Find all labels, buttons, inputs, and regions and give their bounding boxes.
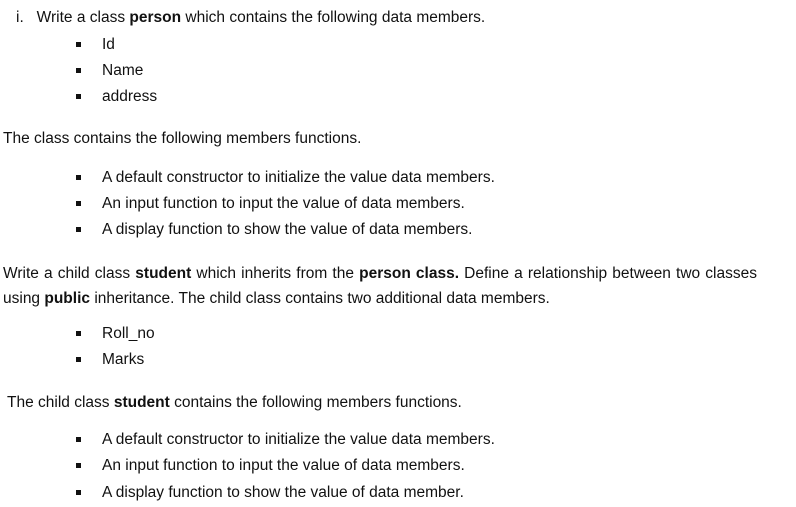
paragraph-text: inheritance. The child class contains two additional data members.	[90, 290, 550, 307]
bullet-icon	[76, 463, 81, 468]
question-heading	[16, 8, 485, 28]
member-label: Marks	[102, 351, 145, 368]
bullet-icon	[76, 490, 81, 495]
paragraph-text: Define a relationship between two classes using	[3, 265, 757, 307]
parent-class-name: person class.	[359, 265, 460, 282]
functions-intro: The class contains the following members functions.	[3, 130, 362, 147]
member-label: Roll_no	[102, 325, 155, 342]
bullet-icon	[76, 331, 81, 336]
bullet-icon	[76, 94, 81, 99]
intro-text-pre: The child class	[7, 394, 114, 411]
bullet-icon	[76, 175, 81, 180]
bullet-icon	[76, 437, 81, 442]
child-class-name: student	[135, 265, 192, 282]
bullet-icon	[76, 42, 81, 47]
question-marker: i.	[16, 9, 24, 26]
student-functions-intro	[7, 393, 462, 413]
bullet-icon	[76, 227, 81, 232]
member-label: Id	[102, 36, 115, 53]
function-label: A display function to show the value of data members.	[102, 221, 473, 238]
paragraph-text: which inherits from the	[191, 265, 360, 282]
function-label: A default constructor to initialize the value data members.	[102, 169, 495, 186]
member-label: address	[102, 88, 158, 105]
heading-class-name: person	[129, 9, 182, 26]
bullet-icon	[76, 68, 81, 73]
inheritance-type: public	[44, 290, 91, 307]
member-label: Name	[102, 62, 144, 79]
bullet-icon	[76, 357, 81, 362]
bullet-icon	[76, 201, 81, 206]
heading-text-post: which contains the following data members.	[181, 9, 486, 26]
paragraph-text: Write a child class	[3, 265, 136, 282]
heading-text-pre: Write a class	[36, 9, 130, 26]
student-class-name: student	[113, 394, 170, 411]
function-label: A display function to show the value of data member.	[102, 484, 464, 501]
function-label: An input function to input the value of data members.	[102, 195, 465, 212]
function-label: An input function to input the value of data members.	[102, 457, 465, 474]
function-label: A default constructor to initialize the value data members.	[102, 431, 495, 448]
intro-text-post: contains the following members functions.	[169, 394, 462, 411]
child-class-paragraph	[3, 261, 757, 311]
